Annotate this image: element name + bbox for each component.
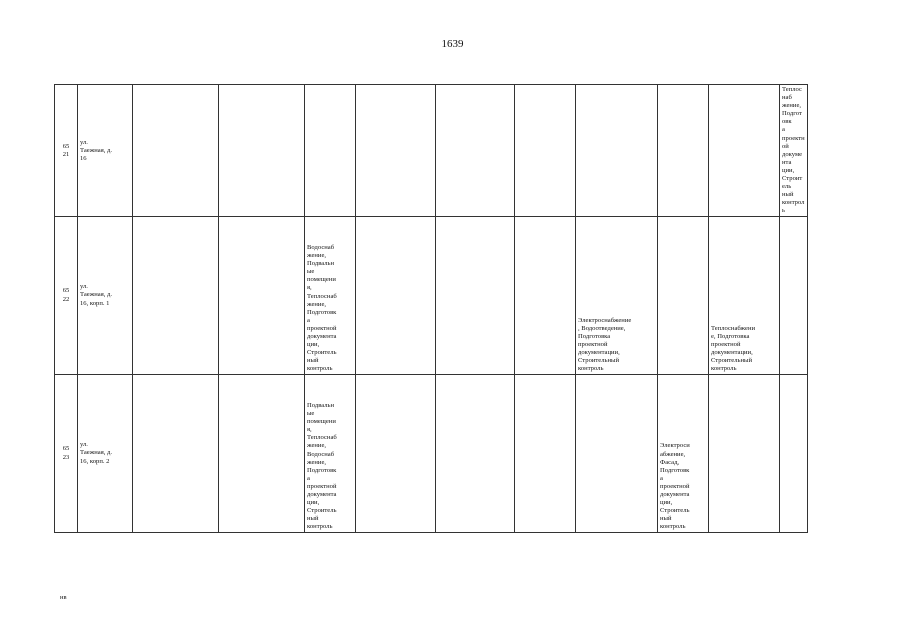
table-row xyxy=(55,216,808,374)
work-cell xyxy=(576,85,658,217)
registry-table xyxy=(54,84,808,533)
work-cell xyxy=(436,85,515,217)
work-cell xyxy=(780,216,808,374)
work-cell xyxy=(133,216,219,374)
work-cell: Электроснабжение , Водоотведение, Подготовка проектной документации, Строительный контроль xyxy=(576,216,658,374)
page-number: 1639 xyxy=(441,38,464,50)
work-cell xyxy=(515,216,576,374)
footer-mark: нв xyxy=(60,594,67,601)
table-row xyxy=(55,374,808,532)
work-cell xyxy=(356,216,436,374)
work-cell xyxy=(658,85,709,217)
row-number: 65 22 xyxy=(55,216,78,374)
work-cell xyxy=(219,374,305,532)
address-cell: ул. Таежная, д. 16, корп. 1 xyxy=(78,216,133,374)
work-cell: Электроси абжение, Фасад, Подготовк а проектной документа ции, Строитель ный контроль xyxy=(658,374,709,532)
work-cell xyxy=(436,216,515,374)
work-cell: Теплоснабжени е, Подготовка проектной документации, Строительный контроль xyxy=(709,216,780,374)
work-cell xyxy=(709,85,780,217)
work-cell: Подвальн ые помещени я, Теплоснаб жение, Водоснаб жение, Подготовк а проектной документа ции, Строитель ный контроль xyxy=(305,374,356,532)
row-number: 65 23 xyxy=(55,374,78,532)
work-cell xyxy=(219,85,305,217)
work-cell xyxy=(436,374,515,532)
work-cell xyxy=(515,374,576,532)
row-number: 65 21 xyxy=(55,85,78,217)
work-cell xyxy=(658,216,709,374)
work-cell: Теплоснаб жение, Подготовк а проектной документа ции, Строитель ный контроль xyxy=(780,85,808,217)
work-cell: Водоснаб жение, Подвальн ые помещени я, Теплоснаб жение, Подготовк а проектной документа ции, Строитель ный контроль xyxy=(305,216,356,374)
work-cell xyxy=(515,85,576,217)
work-cell xyxy=(780,374,808,532)
work-cell xyxy=(133,85,219,217)
work-cell xyxy=(709,374,780,532)
work-cell xyxy=(576,374,658,532)
work-cell xyxy=(305,85,356,217)
table-row xyxy=(55,85,808,217)
work-cell xyxy=(219,216,305,374)
address-cell: ул. Таежная, д. 16 xyxy=(78,85,133,217)
address-cell: ул. Таежная, д. 16, корп. 2 xyxy=(78,374,133,532)
work-cell xyxy=(356,374,436,532)
work-cell xyxy=(133,374,219,532)
work-cell xyxy=(356,85,436,217)
